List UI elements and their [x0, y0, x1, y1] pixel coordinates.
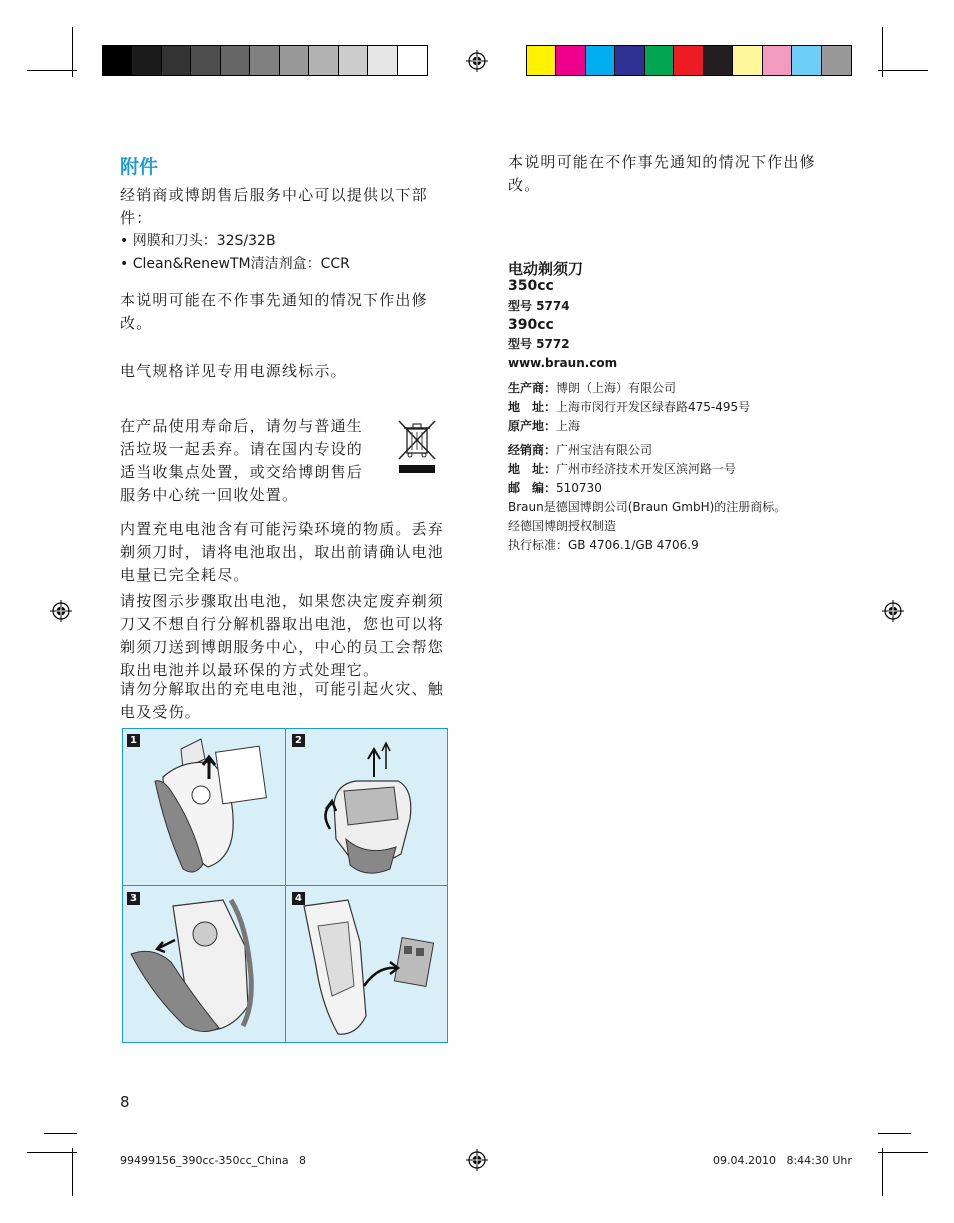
shaver-head-removal-icon [286, 729, 449, 887]
color-swatch [792, 46, 821, 75]
model-1-name: 350cc [508, 278, 554, 294]
color-swatch [398, 46, 427, 75]
address-row [508, 398, 750, 417]
model-2-name: 390cc [508, 317, 554, 333]
crop-mark [878, 70, 928, 71]
value: 广州市经济技术开发区滨河路一号 [556, 462, 737, 476]
color-swatch [280, 46, 309, 75]
crop-mark [878, 1133, 911, 1134]
text-line: 件： [120, 209, 153, 227]
text-line: 剃须刀送到博朗服务中心，中心的员工会帮您 [120, 638, 445, 656]
accessories-heading: 附件 [120, 156, 159, 178]
distributor-row [508, 441, 786, 460]
registration-mark-icon [50, 600, 72, 622]
notice-text-right [508, 151, 853, 197]
value: 广州宝洁有限公司 [556, 443, 653, 457]
text-line: 取出电池并以最环保的方式处理它。 [120, 661, 380, 679]
text-line: 经销商或博朗售后服务中心可以提供以下部 [120, 186, 428, 204]
battery-removal-icon [286, 886, 449, 1044]
grayscale-color-bar [102, 45, 428, 76]
text-line: 在产品使用寿命后，请勿与普通生 [120, 417, 364, 435]
color-swatch [556, 46, 585, 75]
model-1-type: 型号 5774 [508, 299, 570, 313]
distributor-info [508, 441, 786, 555]
battery-warning-1 [120, 518, 465, 587]
registration-mark-icon [466, 50, 488, 72]
footer-timestamp: 09.04.2010 8:44:30 Uhr [713, 1154, 852, 1167]
step-3-panel [122, 885, 286, 1043]
value: 上海 [556, 419, 581, 433]
text-line: 刀又不想自行分解机器取出电池，您也可以将 [120, 615, 445, 633]
text-line: 剃须刀时，请将电池取出，取出前请确认电池 [120, 543, 445, 561]
text-line: 改。 [120, 314, 153, 332]
step-number: 2 [292, 734, 305, 747]
crossed-out-bin-icon [396, 417, 438, 475]
value: 上海市闵行开发区绿春路475-495号 [556, 400, 751, 414]
crop-mark [72, 1148, 73, 1196]
registration-mark-icon [882, 600, 904, 622]
color-swatch [132, 46, 161, 75]
step-2-panel [285, 728, 448, 886]
origin-row [508, 417, 750, 436]
color-swatch [368, 46, 397, 75]
label: 邮 编： [508, 481, 557, 495]
address-row [508, 460, 786, 479]
text-line: 电及受伤。 [120, 703, 202, 721]
step-number: 4 [292, 892, 305, 905]
crop-mark [44, 1133, 77, 1134]
label: 原产地： [508, 419, 557, 433]
color-swatch [615, 46, 644, 75]
step-number: 3 [127, 892, 140, 905]
crop-mark [878, 1152, 928, 1153]
text-line: 电量已完全耗尽。 [120, 566, 250, 584]
label: 经销商： [508, 443, 557, 457]
registration-mark-icon [466, 1149, 488, 1171]
trademark-text: Braun是德国博朗公司(Braun GmbH)的注册商标。 [508, 500, 787, 514]
text-line: 请按图示步骤取出电池，如果您决定废弃剃须 [120, 592, 445, 610]
accessories-intro [120, 184, 465, 230]
shaver-side-view-icon [123, 729, 287, 887]
label: 地 址： [508, 400, 557, 414]
color-swatch [309, 46, 338, 75]
text-line: 本说明可能在不作事先通知的情况下作出修 [508, 153, 816, 171]
step-4-panel [285, 885, 448, 1043]
website-link[interactable]: www.braun.com [508, 356, 618, 370]
postcode-row [508, 479, 786, 498]
color-swatch [250, 46, 279, 75]
color-swatch [162, 46, 191, 75]
notice-text [120, 289, 465, 335]
battery-warning-2 [120, 678, 465, 724]
step-number: 1 [127, 734, 140, 747]
shaver-cover-removal-icon [123, 886, 287, 1044]
label: 地 址： [508, 462, 557, 476]
color-swatch [527, 46, 556, 75]
text-line: 服务中心统一回收处置。 [120, 486, 299, 504]
color-swatch [704, 46, 733, 75]
value: 510730 [556, 481, 602, 495]
value: 博朗（上海）有限公司 [556, 381, 677, 395]
color-swatch [733, 46, 762, 75]
color-swatch [103, 46, 132, 75]
manufacturer-row [508, 379, 750, 398]
footer-file-info: 99499156_390cc-350cc_China 8 [120, 1154, 307, 1167]
label: 生产商： [508, 381, 557, 395]
battery-removal-text [120, 590, 465, 682]
text-line: 活垃圾一起丢弃。请在国内专设的 [120, 440, 364, 458]
license-text: 经德国博朗授权制造 [508, 519, 617, 533]
text-line: 请勿分解取出的充电电池，可能引起火灾、触 [120, 680, 445, 698]
crop-mark [27, 70, 77, 71]
color-swatch [763, 46, 792, 75]
color-swatch [221, 46, 250, 75]
manufacturer-info [508, 379, 750, 436]
text-line: 适当收集点处置，或交给博朗售后 [120, 463, 364, 481]
accessories-list [120, 230, 350, 276]
crop-mark [27, 1152, 77, 1153]
crop-mark [882, 1148, 883, 1196]
electrical-spec-text: 电气规格详见专用电源线标示。 [120, 362, 347, 380]
color-swatch [822, 46, 851, 75]
page-number: 8 [120, 1093, 130, 1111]
step-1-panel [122, 728, 286, 886]
text-line: 内置充电电池含有可能污染环境的物质。丢弃 [120, 520, 445, 538]
model-2-type: 型号 5772 [508, 337, 570, 351]
standard-text: 执行标准：GB 4706.1/GB 4706.9 [508, 538, 699, 552]
color-swatch [191, 46, 220, 75]
text-line: 改。 [508, 176, 541, 194]
list-item: • Clean&RenewTM清洁剂盒：CCR [120, 256, 350, 272]
list-item: • 网膜和刀头：32S/32B [120, 233, 276, 249]
text-line: 本说明可能在不作事先通知的情况下作出修 [120, 291, 428, 309]
color-swatch [674, 46, 703, 75]
color-swatch [586, 46, 615, 75]
product-title: 电动剃须刀 [508, 260, 584, 278]
color-swatch [339, 46, 368, 75]
process-color-bar [526, 45, 852, 76]
color-swatch [645, 46, 674, 75]
disposal-text [120, 415, 390, 507]
